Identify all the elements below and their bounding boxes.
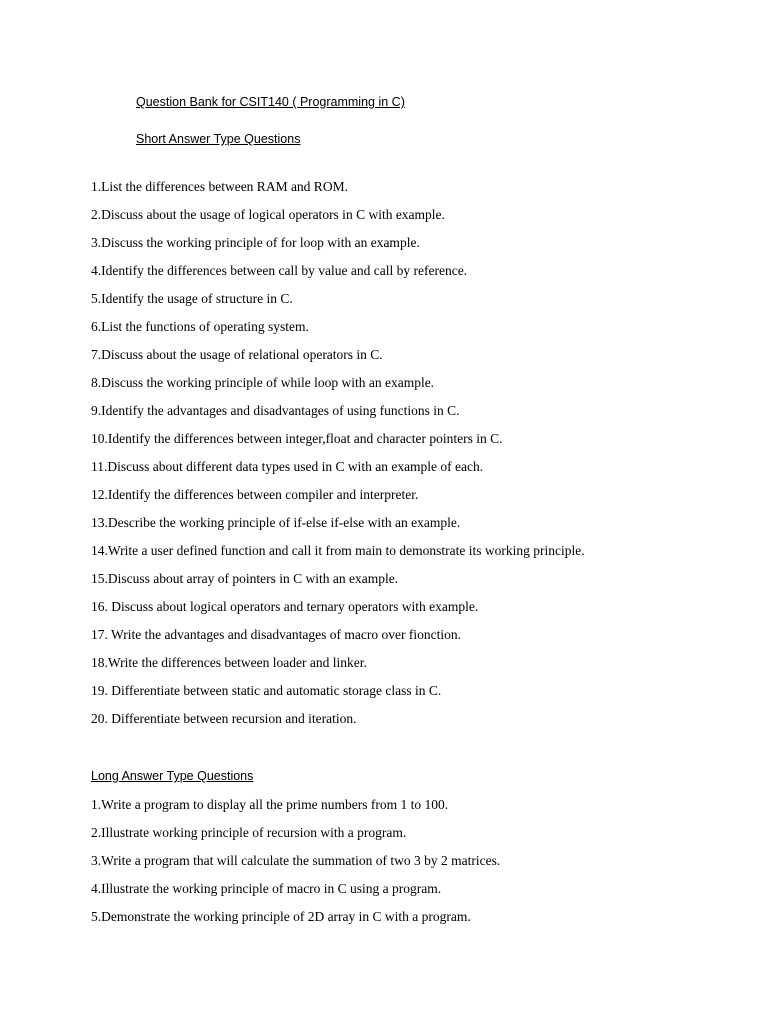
long-answer-heading: Long Answer Type Questions: [91, 769, 254, 783]
question-item: 9.Identify the advantages and disadvantages of using functions in C.: [91, 403, 460, 418]
question-item: 7.Discuss about the usage of relational operators in C.: [91, 347, 383, 362]
question-item: 2.Discuss about the usage of logical operators in C with example.: [91, 207, 445, 222]
question-item: 4.Identify the differences between call by value and call by reference.: [91, 263, 468, 278]
question-item: 1.List the differences between RAM and ROM.: [91, 179, 348, 194]
short-answer-heading: Short Answer Type Questions: [136, 132, 301, 146]
question-item: 5.Demonstrate the working principle of 2D array in C with a program.: [91, 909, 471, 924]
question-item: 10.Identify the differences between integer,float and character pointers in C.: [91, 431, 503, 446]
question-item: 14.Write a user defined function and call it from main to demonstrate its working principle.: [91, 543, 585, 558]
question-item: 19. Differentiate between static and automatic storage class in C.: [91, 683, 442, 698]
question-item: 12.Identify the differences between compiler and interpreter.: [91, 487, 419, 502]
question-item: 8.Discuss the working principle of while loop with an example.: [91, 375, 435, 390]
question-item: 2.Illustrate working principle of recursion with a program.: [91, 825, 407, 840]
question-item: 3.Write a program that will calculate the summation of two 3 by 2 matrices.: [91, 853, 501, 868]
question-item: 16. Discuss about logical operators and ternary operators with example.: [91, 599, 479, 614]
question-item: 11.Discuss about different data types used in C with an example of each.: [91, 459, 484, 474]
question-item: 17. Write the advantages and disadvantages of macro over fionction.: [91, 627, 461, 642]
question-item: 1.Write a program to display all the prime numbers from 1 to 100.: [91, 797, 449, 812]
question-item: 20. Differentiate between recursion and iteration.: [91, 711, 357, 726]
question-item: 15.Discuss about array of pointers in C with an example.: [91, 571, 399, 586]
question-item: 4.Illustrate the working principle of macro in C using a program.: [91, 881, 442, 896]
short-question-list: [91, 179, 585, 739]
question-item: 5.Identify the usage of structure in C.: [91, 291, 293, 306]
long-question-list: [91, 797, 500, 937]
question-item: 3.Discuss the working principle of for loop with an example.: [91, 235, 420, 250]
question-item: 13.Describe the working principle of if-else if-else with an example.: [91, 515, 461, 530]
document-title: Question Bank for CSIT140 ( Programming in C): [136, 95, 405, 109]
question-item: 6.List the functions of operating system.: [91, 319, 309, 334]
question-item: 18.Write the differences between loader and linker.: [91, 655, 367, 670]
